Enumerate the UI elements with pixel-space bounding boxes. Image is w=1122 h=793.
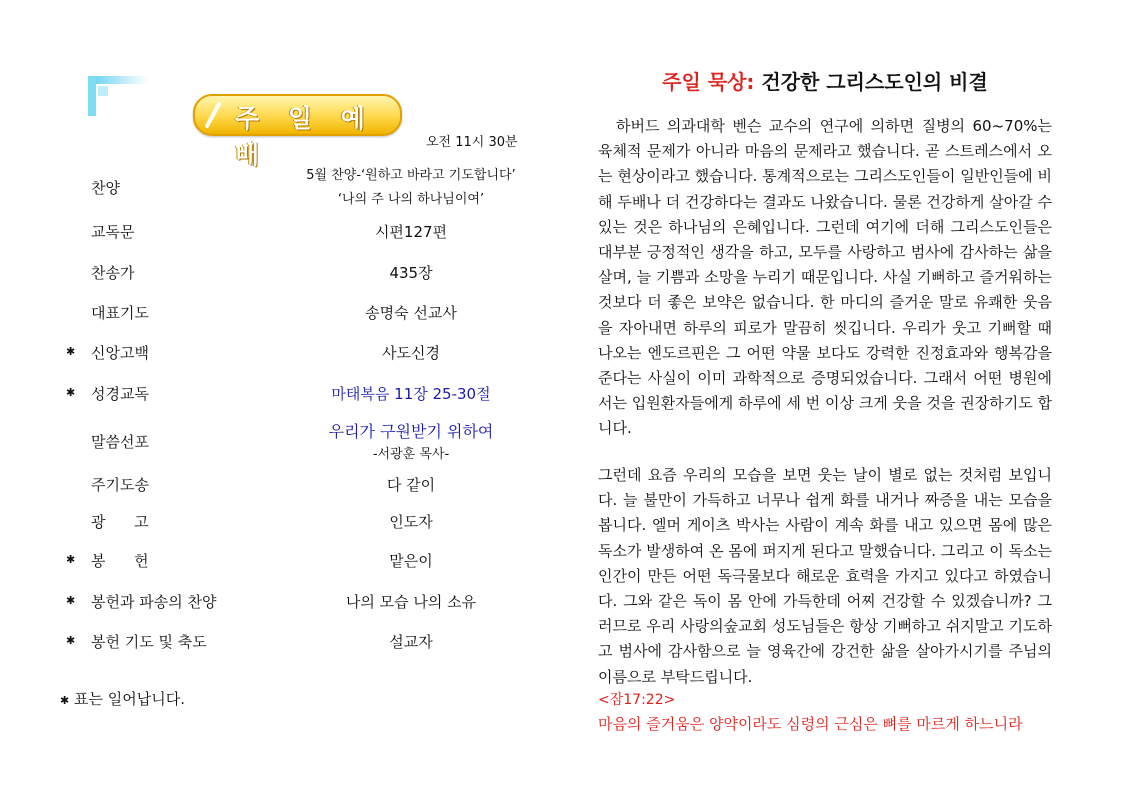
order-value: 나의 모습 나의 소유 (345, 593, 477, 611)
verse-reference: <잠17:22> (598, 692, 676, 708)
order-row (0, 337, 560, 367)
order-row (0, 586, 560, 616)
order-label: 찬송가 (91, 264, 135, 282)
order-value: 5월 찬양-‘원하고 바라고 기도합니다’ (306, 168, 516, 183)
standing-bullet-icon: ✱ (66, 386, 76, 399)
order-label: 찬양 (91, 179, 120, 197)
corner-decoration-icon (88, 76, 148, 116)
slash-icon (203, 102, 223, 128)
order-value-sub: ‘나의 주 나의 하나님이여’ (337, 192, 485, 207)
order-row (0, 626, 560, 656)
order-label: 봉헌과 파송의 찬양 (91, 593, 217, 611)
order-value: 맡은이 (389, 552, 433, 570)
order-value: 마태복음 11장 25-30절 (331, 385, 491, 403)
order-label: 봉 헌 (91, 552, 149, 570)
order-label: 광 고 (91, 513, 149, 531)
order-label: 성경교독 (91, 385, 149, 403)
standing-bullet-icon: ✱ (66, 553, 76, 566)
sermon-title: 우리가 구원받기 위하여 (328, 422, 494, 441)
order-row (0, 257, 560, 287)
order-row (0, 297, 560, 327)
standing-note-text: 표는 일어납니다. (74, 690, 185, 708)
service-time: 오전 11시 30분 (426, 135, 518, 150)
order-label: 봉헌 기도 및 축도 (91, 633, 207, 651)
meditation-title (598, 66, 1052, 95)
order-row (0, 378, 560, 408)
standing-bullet-icon: ✱ (60, 694, 70, 707)
order-row (0, 545, 560, 575)
meditation-title-prefix: 주일 묵상: (662, 70, 755, 94)
meditation-paragraph: 하버드 의과대학 벤슨 교수의 연구에 의하면 질병의 60~70%는 육체적 문제가 아니라 마음의 문제라고 했습니다. 곧 스트레스에서 오는 현상이라고 했습니다. 통계적으로는 그리스도인들이 일반인들에 비해 두배나 더 건강하다는 결과도 나왔습니다. 물론 건강하게 살아갈 수 있는 것은 하나님의 은혜입니다. 그런데 여기에 더해 그리스도인들은 대부분 긍정적인 생각을 하고, 모두를 사랑하고 범사에 감사하는 삶을 살며, 늘 기쁨과 소망을 누리기 때문입니다. 사실 기뻐하고 즐거워하는 것보다 더 좋은 보약은 없습니다. 한 마디의 즐거운 말로 유쾌한 웃음을 자아내면 하루의 피로가 말끔히 씻깁니다. 우리가 웃고 기뻐할 때 나오는 엔도르핀은 그 어떤 약물 보다도 강력한 진정효과와 행복감을 준다는 사실이 이미 과학적으로 증명되었습니다. 그래서 어떤 병원에서는 입원환자들에게 하루에 세 번 이상 크게 웃을 것을 권장하기도 합니다. (598, 117, 1052, 438)
standing-bullet-icon: ✱ (66, 634, 76, 647)
order-row (0, 216, 560, 246)
order-value: 시편127편 (374, 223, 448, 241)
verse-text: 마음의 즐거움은 양약이라도 심령의 근심은 뼈를 마르게 하느니라 (598, 715, 1023, 733)
service-title: 주 일 예 배 (235, 104, 375, 169)
order-row (0, 469, 560, 499)
order-value: 435장 (389, 264, 433, 282)
order-value: 사도신경 (382, 344, 440, 362)
order-label: 주기도송 (91, 476, 149, 494)
order-value: 설교자 (389, 633, 433, 651)
service-title-banner (193, 94, 402, 169)
order-value: 송명숙 선교사 (365, 304, 457, 322)
sermon-preacher: -서광훈 목사- (372, 447, 450, 462)
standing-bullet-icon: ✱ (66, 594, 76, 607)
order-label: 말씀선포 (91, 433, 149, 451)
order-row (0, 506, 560, 536)
meditation-title-main: 건강한 그리스도인의 비결 (754, 70, 988, 94)
order-label: 신앙고백 (91, 344, 149, 362)
meditation-paragraph: 그런데 요즘 우리의 모습을 보면 웃는 날이 별로 없는 것처럼 보입니다. 늘 불만이 가득하고 너무나 쉽게 화를 내거나 짜증을 내는 모습을 봅니다. 엘머 게이츠 박사는 사람이 계속 화를 내고 있으면 몸에 많은 독소가 발생하여 온 몸에 퍼지게 된다고 말했습니다. 그리고 이 독소는 인간이 만든 어떤 독극물보다 해로운 효력을 가지고 있다고 하였습니다. 그와 같은 독이 몸 안에 가득한데 어찌 건강할 수 있겠습니까? 그러므로 우리 사랑의숲교회 성도님들은 항상 기뻐하고 쉬지말고 기도하고 범사에 감사함으로 늘 영육간에 강건한 삶을 살아가시기를 주님의 이름으로 부탁드립니다. (598, 466, 1052, 686)
order-value: 인도자 (389, 513, 433, 531)
order-value: 다 같이 (386, 476, 436, 494)
order-label: 교독문 (91, 223, 135, 241)
standing-bullet-icon: ✱ (66, 345, 76, 358)
standing-note (60, 688, 185, 709)
order-label: 대표기도 (91, 304, 149, 322)
